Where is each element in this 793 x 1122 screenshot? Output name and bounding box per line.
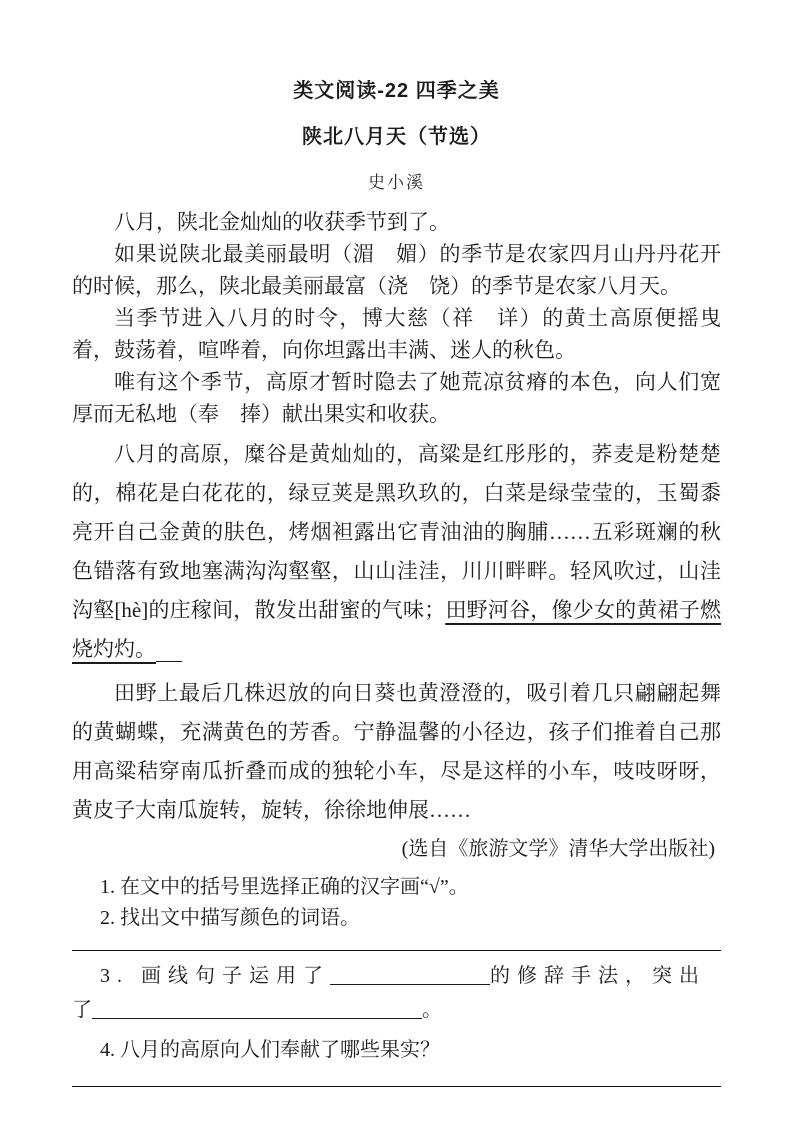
question-4: 4. 八月的高原向人们奉献了哪些果实？ — [100, 1039, 440, 1061]
questions-section — [72, 872, 721, 1087]
source-citation: (选自《旅游文学》清华大学出版社) — [401, 838, 715, 860]
question-3-line2-prefix: 了 — [72, 999, 92, 1021]
question-3-line2-suffix: 。 — [422, 999, 442, 1021]
question-3-line2 — [72, 993, 721, 1027]
answer-blank-2 — [92, 1016, 422, 1019]
article-subtitle: 陕北八月天（节选） — [302, 126, 491, 148]
paragraph-6: 田野上最后几株迟放的向日葵也黄澄澄的，吸引着几只翩翩起舞的黄蝴蝶，充满黄色的芳香。宁静温馨的小径边，孩子们推着自己那用高粱秸穿南瓜折叠而成的独轮小车，尽是这样的小车，吱吱呀呀，黄皮子大南瓜旋转，旋转，徐徐地伸展…… — [72, 681, 721, 822]
question-3-prefix: 3. 画线句子运用了 — [100, 965, 330, 987]
question-2: 2. 找出文中描写颜色的词语。 — [100, 907, 360, 929]
article-body — [72, 206, 721, 830]
question-1: 1. 在文中的括号里选择正确的汉字画“√”。 — [100, 876, 469, 898]
question-3-middle: 的修辞手法，突出 — [490, 965, 706, 987]
page-title: 类文阅读-22 四季之美 — [293, 80, 500, 102]
question-3-line1 — [72, 959, 721, 993]
paragraph-1: 八月，陕北金灿灿的收获季节到了。 — [114, 210, 450, 234]
paragraph-5-text: 八月的高原，糜谷是黄灿灿的，高粱是红彤彤的，荞麦是粉楚楚的，棉花是白花花的，绿豆荚是黑玖玖的，白菜是绿莹莹的，玉蜀黍亮开自己金黄的肤色，烤烟袒露出它青油油的胸脯……五彩斑斓的秋色错落有致地塞满沟沟壑壑，山山洼洼，川川畔畔。轻风吹过，山洼沟壑[hè]的庄稼间，散发出甜蜜的气味； — [72, 442, 721, 622]
paragraph-4: 唯有这个季节，高原才暂时隐去了她荒凉贫瘠的本色，向人们宽厚而无私地（奉 捧）献出果实和收获。 — [72, 370, 721, 426]
paragraph-5 — [72, 435, 721, 669]
paragraph-3: 当季节进入八月的时令，博大慈（祥 详）的黄土高原便摇曳着，鼓荡着，喧哗着，向你坦露出丰满、迷人的秋色。 — [72, 306, 721, 362]
answer-line-q4 — [72, 1086, 721, 1087]
answer-blank-1 — [330, 982, 490, 985]
answer-line-q2 — [72, 950, 721, 951]
underlined-sentence: 田野河谷，像少女的黄裙子燃烧灼灼。 — [72, 598, 722, 661]
paragraph-2: 如果说陕北最美丽最明（湄 媚）的季节是农家四月山丹丹花开的时候，那么，陕北最美丽最富（浇 饶）的季节是农家八月天。 — [72, 242, 721, 298]
article-author: 史小溪 — [368, 173, 425, 192]
underline-tail — [156, 661, 182, 662]
